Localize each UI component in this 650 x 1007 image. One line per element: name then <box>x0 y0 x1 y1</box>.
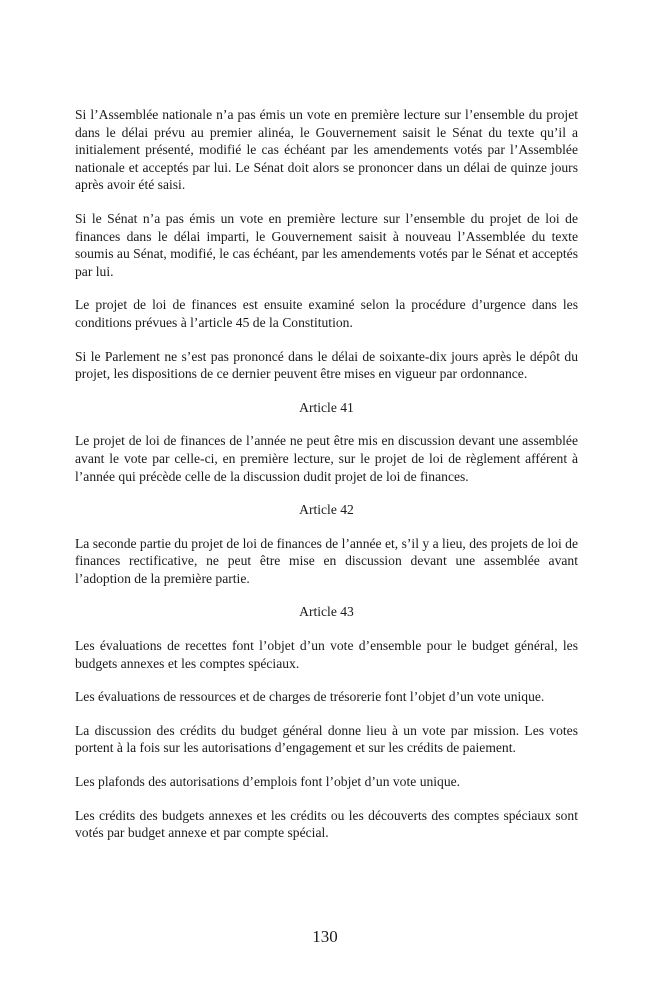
paragraph: Les évaluations de ressources et de charges de trésorerie font l’objet d’un vote unique. <box>75 689 545 705</box>
page-number: 130 <box>312 927 338 946</box>
paragraph: Si le Sénat n’a pas émis un vote en première lecture sur l’ensemble du projet de loi de finances dans le délai imparti, le Gouvernement saisit à nouveau l’Assemblée du texte soumis au Sénat, modifié, le cas échéant, par les amendements votés par le Sénat et acceptés par lui. <box>75 210 578 279</box>
article-heading: Article 41 <box>299 399 354 415</box>
article-heading: Article 42 <box>299 502 354 518</box>
paragraph: La seconde partie du projet de loi de finances de l’année et, s’il y a lieu, des projets de loi de finances rectificative, ne peut être mise en discussion devant une assemblée avant l’adoption de la première partie. <box>75 535 578 586</box>
paragraph: Les plafonds des autorisations d’emplois font l’objet d’un vote unique. <box>75 774 461 790</box>
paragraph: Si l’Assemblée nationale n’a pas émis un vote en première lecture sur l’ensemble du projet dans le délai prévu au premier alinéa, le Gouvernement saisit le Sénat du texte qu’il a initialement présenté, modifié le cas échéant par les amendements votés par l’Assemblée nationale et acceptés par lui. Le Sénat doit alors se prononcer dans un délai de quinze jours après avoir été saisi. <box>75 107 578 193</box>
paragraph: Le projet de loi de finances de l’année ne peut être mis en discussion devant une assemblée avant le vote par celle-ci, en première lecture, sur le projet de loi de règlement afférent à l’année qui précède celle de la discussion dudit projet de loi de finances. <box>75 433 578 484</box>
paragraph: Les crédits des budgets annexes et les crédits ou les découverts des comptes spéciaux sont votés par budget annexe et par compte spécial. <box>75 807 578 841</box>
paragraph: Le projet de loi de finances est ensuite examiné selon la procédure d’urgence dans les conditions prévues à l’article 45 de la Constitution. <box>75 297 578 330</box>
paragraph: Les évaluations de recettes font l’objet d’un vote d’ensemble pour le budget général, les budgets annexes et les comptes spéciaux. <box>75 638 578 671</box>
paragraph: La discussion des crédits du budget général donne lieu à un vote par mission. Les votes portent à la fois sur les autorisations d’engagement et sur les crédits de paiement. <box>75 722 578 756</box>
document-body <box>75 106 578 858</box>
article-heading: Article 43 <box>299 604 354 620</box>
paragraph: Si le Parlement ne s’est pas prononcé dans le délai de soixante-dix jours après le dépôt du projet, les dispositions de ce dernier peuvent être mises en vigueur par ordonnance. <box>75 348 578 382</box>
